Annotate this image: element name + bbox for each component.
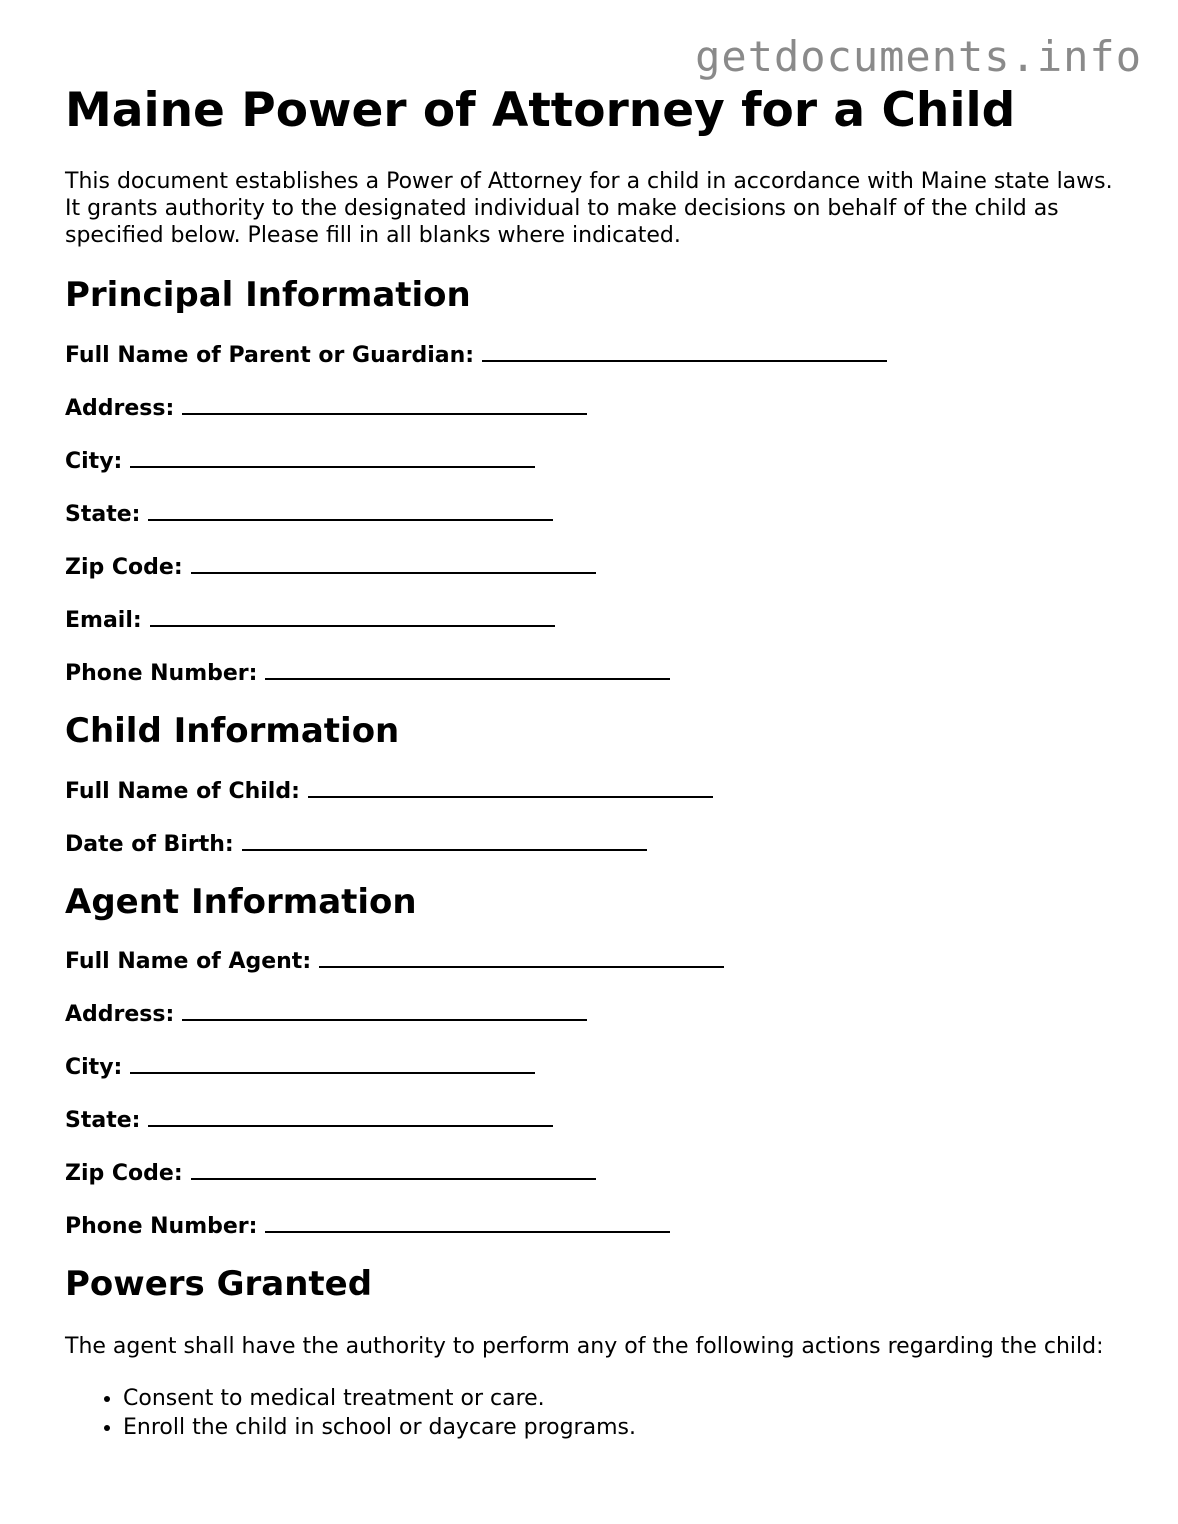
agent-address-field — [65, 999, 1125, 1028]
field-label: Address: — [65, 395, 175, 421]
agent-heading: Agent Information — [65, 881, 417, 922]
field-label: City: — [65, 448, 123, 474]
principal-email-blank[interactable] — [150, 605, 555, 627]
field-label: Full Name of Child: — [65, 778, 300, 804]
child-dob-blank[interactable] — [242, 829, 647, 851]
field-label: Zip Code: — [65, 554, 183, 580]
agent-city-field — [65, 1052, 1125, 1081]
agent-state-field — [65, 1105, 1125, 1134]
field-label: Phone Number: — [65, 1214, 258, 1240]
field-label: City: — [65, 1055, 123, 1081]
child-heading: Child Information — [65, 710, 400, 751]
principal-name-blank[interactable] — [482, 340, 887, 362]
agent-address-blank[interactable] — [182, 999, 587, 1021]
principal-phone-blank[interactable] — [265, 658, 670, 680]
agent-phone-blank[interactable] — [265, 1211, 670, 1233]
powers-list — [65, 1384, 1125, 1442]
principal-email-field — [65, 605, 1125, 634]
agent-zip-field — [65, 1158, 1125, 1187]
principal-name-field — [65, 340, 1125, 369]
agent-phone-field — [65, 1211, 1125, 1240]
principal-city-blank[interactable] — [130, 446, 535, 468]
powers-intro: The agent shall have the authority to perform any of the following actions regarding the child: — [65, 1334, 1104, 1360]
principal-phone-field — [65, 658, 1125, 687]
watermark: getdocuments.info — [695, 32, 1142, 81]
field-label: Full Name of Agent: — [65, 949, 312, 975]
intro-paragraph: This document establishes a Power of Attorney for a child in accordance with Maine state laws. It grants authority to the designated individual to make decisions on behalf of the child as specified below. Please fill in all blanks where indicated. — [65, 169, 1113, 249]
principal-address-field — [65, 393, 1125, 422]
child-name-field — [65, 776, 1125, 805]
agent-name-blank[interactable] — [319, 946, 724, 968]
principal-address-blank[interactable] — [182, 393, 587, 415]
field-label: Address: — [65, 1002, 175, 1028]
principal-city-field — [65, 446, 1125, 475]
document-page — [65, 84, 1125, 1442]
agent-city-blank[interactable] — [130, 1052, 535, 1074]
principal-zip-blank[interactable] — [191, 552, 596, 574]
agent-zip-blank[interactable] — [191, 1158, 596, 1180]
field-label: State: — [65, 1108, 141, 1134]
field-label: Phone Number: — [65, 660, 258, 686]
child-name-blank[interactable] — [308, 776, 713, 798]
field-label: Zip Code: — [65, 1161, 183, 1187]
field-label: State: — [65, 501, 141, 527]
principal-zip-field — [65, 552, 1125, 581]
principal-state-blank[interactable] — [148, 499, 553, 521]
principal-heading: Principal Information — [65, 275, 471, 316]
list-item: • Enroll the child in school or daycare programs. — [123, 1413, 1125, 1442]
principal-state-field — [65, 499, 1125, 528]
agent-state-blank[interactable] — [148, 1105, 553, 1127]
field-label: Date of Birth: — [65, 831, 234, 857]
document-title: Maine Power of Attorney for a Child — [65, 83, 1016, 138]
field-label: Email: — [65, 607, 142, 633]
child-dob-field — [65, 829, 1125, 858]
powers-heading: Powers Granted — [65, 1264, 373, 1305]
agent-name-field — [65, 946, 1125, 975]
field-label: Full Name of Parent or Guardian: — [65, 342, 475, 368]
list-item: • Consent to medical treatment or care. — [123, 1384, 1125, 1413]
